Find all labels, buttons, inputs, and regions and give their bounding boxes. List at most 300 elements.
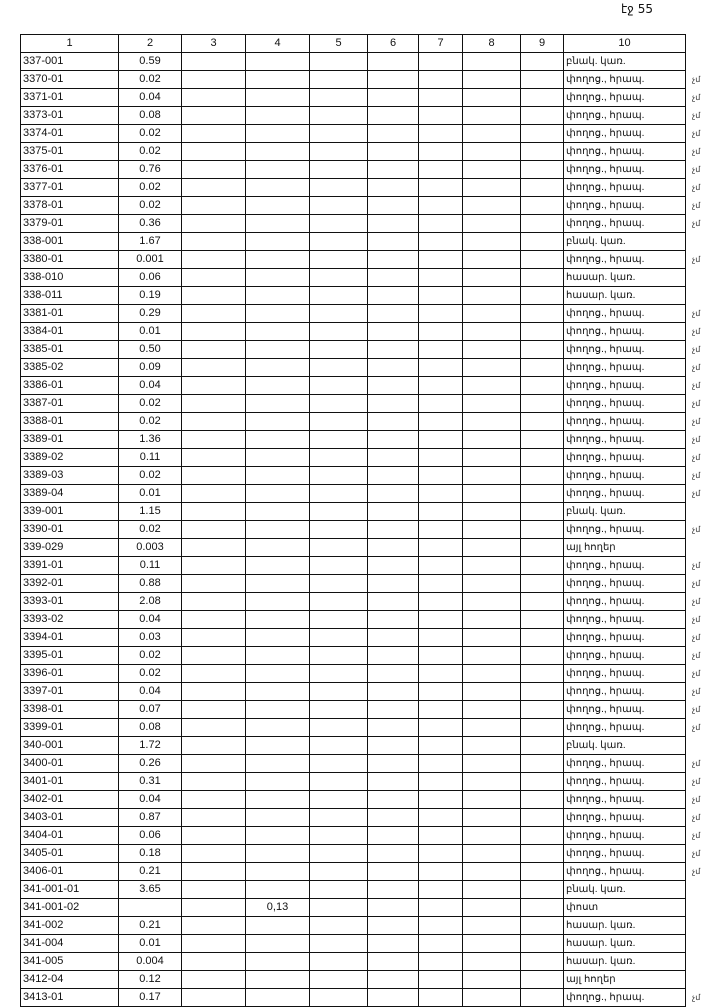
empty-cell xyxy=(368,845,419,863)
empty-cell xyxy=(463,521,521,539)
empty-cell xyxy=(419,881,463,899)
land-use-cell xyxy=(564,539,686,557)
empty-cell xyxy=(368,233,419,251)
area-cell: 0.003 xyxy=(119,539,182,557)
empty-cell xyxy=(521,809,564,827)
column-4-cell xyxy=(246,233,310,251)
area-cell: 0.004 xyxy=(119,953,182,971)
empty-cell xyxy=(182,503,246,521)
empty-cell xyxy=(310,845,368,863)
empty-cell xyxy=(521,287,564,305)
empty-cell xyxy=(182,989,246,1007)
table-row xyxy=(21,881,686,899)
land-use-cell xyxy=(564,503,686,521)
parcel-code-cell: 340-001 xyxy=(21,737,119,755)
empty-cell xyxy=(310,899,368,917)
empty-cell xyxy=(310,377,368,395)
parcel-code-cell: 3381-01 xyxy=(21,305,119,323)
empty-cell xyxy=(182,971,246,989)
land-use-cell xyxy=(564,179,701,197)
land-use-cell xyxy=(564,521,701,539)
empty-cell xyxy=(521,197,564,215)
parcel-code-cell: 3385-02 xyxy=(21,359,119,377)
land-use-label: փողոց., հրապ. xyxy=(566,146,645,157)
column-4-cell xyxy=(246,809,310,827)
parcel-code-cell: 3386-01 xyxy=(21,377,119,395)
margin-mark: չմ xyxy=(692,615,701,624)
empty-cell xyxy=(182,809,246,827)
column-4-cell xyxy=(246,341,310,359)
land-use-cell xyxy=(564,449,701,467)
empty-cell xyxy=(368,647,419,665)
empty-cell xyxy=(182,827,246,845)
column-4-cell xyxy=(246,719,310,737)
empty-cell xyxy=(310,305,368,323)
table-row xyxy=(21,863,686,881)
margin-mark: չմ xyxy=(692,723,701,732)
empty-cell xyxy=(368,341,419,359)
empty-cell xyxy=(310,89,368,107)
parcel-code-cell: 3388-01 xyxy=(21,413,119,431)
area-cell: 0.001 xyxy=(119,251,182,269)
margin-mark: չմ xyxy=(692,327,701,336)
area-cell: 1.67 xyxy=(119,233,182,251)
column-4-cell xyxy=(246,593,310,611)
margin-mark: չմ xyxy=(692,255,701,264)
column-4-cell xyxy=(246,521,310,539)
margin-mark: չմ xyxy=(692,165,701,174)
area-cell: 0.02 xyxy=(119,647,182,665)
land-use-cell xyxy=(564,683,701,701)
empty-cell xyxy=(521,899,564,917)
land-use-label: փողոց., հրապ. xyxy=(566,794,645,805)
empty-cell xyxy=(463,647,521,665)
land-use-cell xyxy=(564,395,701,413)
area-cell: 0.31 xyxy=(119,773,182,791)
empty-cell xyxy=(419,323,463,341)
column-4-cell xyxy=(246,845,310,863)
table-row xyxy=(21,89,686,107)
parcel-code-cell: 3397-01 xyxy=(21,683,119,701)
margin-mark: չմ xyxy=(692,795,701,804)
empty-cell xyxy=(310,791,368,809)
empty-cell xyxy=(463,377,521,395)
parcel-code-cell: 3406-01 xyxy=(21,863,119,881)
empty-cell xyxy=(182,395,246,413)
empty-cell xyxy=(310,737,368,755)
empty-cell xyxy=(521,359,564,377)
empty-cell xyxy=(419,827,463,845)
land-use-label: փողոց., հրապ. xyxy=(566,380,645,391)
parcel-code-cell: 3387-01 xyxy=(21,395,119,413)
empty-cell xyxy=(310,611,368,629)
empty-cell xyxy=(521,647,564,665)
area-cell: 0.19 xyxy=(119,287,182,305)
empty-cell xyxy=(368,305,419,323)
margin-mark: չմ xyxy=(692,453,701,462)
table-row xyxy=(21,287,686,305)
column-4-cell xyxy=(246,125,310,143)
empty-cell xyxy=(419,953,463,971)
empty-cell xyxy=(368,377,419,395)
empty-cell xyxy=(419,359,463,377)
table-row xyxy=(21,107,686,125)
land-use-cell xyxy=(564,557,701,575)
empty-cell xyxy=(463,143,521,161)
parcel-code-cell: 3393-02 xyxy=(21,611,119,629)
column-4-cell xyxy=(246,791,310,809)
table-row xyxy=(21,467,686,485)
land-use-label: փողոց., հրապ. xyxy=(566,74,645,85)
land-use-label: հասար. կառ. xyxy=(566,956,636,967)
land-use-cell xyxy=(564,971,686,989)
empty-cell xyxy=(182,71,246,89)
area-cell: 0.01 xyxy=(119,323,182,341)
column-4-cell xyxy=(246,737,310,755)
empty-cell xyxy=(182,647,246,665)
empty-cell xyxy=(182,341,246,359)
table-row xyxy=(21,125,686,143)
column-header: 3 xyxy=(182,35,246,53)
land-use-label: փողոց., հրապ. xyxy=(566,560,645,571)
empty-cell xyxy=(463,251,521,269)
empty-cell xyxy=(521,935,564,953)
empty-cell xyxy=(419,449,463,467)
column-4-cell xyxy=(246,755,310,773)
area-cell: 0.02 xyxy=(119,143,182,161)
table-row xyxy=(21,503,686,521)
land-use-cell xyxy=(564,629,701,647)
empty-cell xyxy=(463,701,521,719)
empty-cell xyxy=(182,917,246,935)
column-4-cell xyxy=(246,575,310,593)
column-4-cell xyxy=(246,917,310,935)
land-use-cell xyxy=(564,647,701,665)
column-header: 9 xyxy=(521,35,564,53)
empty-cell xyxy=(419,305,463,323)
land-use-label: փողոց., հրապ. xyxy=(566,434,645,445)
land-use-label: բնակ. կառ. xyxy=(566,740,626,751)
empty-cell xyxy=(419,971,463,989)
empty-cell xyxy=(463,629,521,647)
land-use-cell xyxy=(564,863,701,881)
area-cell: 1.15 xyxy=(119,503,182,521)
empty-cell xyxy=(463,431,521,449)
empty-cell xyxy=(310,665,368,683)
land-use-label: փողոց., հրապ. xyxy=(566,308,645,319)
empty-cell xyxy=(368,431,419,449)
table-row xyxy=(21,179,686,197)
land-use-cell xyxy=(564,269,686,287)
empty-cell xyxy=(419,521,463,539)
column-header: 5 xyxy=(310,35,368,53)
land-use-label: փողոց., հրապ. xyxy=(566,614,645,625)
table-body xyxy=(21,53,701,1007)
empty-cell xyxy=(368,467,419,485)
land-use-cell xyxy=(564,935,686,953)
table-row xyxy=(21,485,686,503)
empty-cell xyxy=(521,593,564,611)
empty-cell xyxy=(463,557,521,575)
area-cell: 0.07 xyxy=(119,701,182,719)
margin-mark: չմ xyxy=(692,525,701,534)
column-header: 1 xyxy=(21,35,119,53)
empty-cell xyxy=(182,179,246,197)
margin-mark: չմ xyxy=(692,705,701,714)
column-4-cell xyxy=(246,287,310,305)
area-cell: 0.03 xyxy=(119,629,182,647)
empty-cell xyxy=(310,881,368,899)
empty-cell xyxy=(419,683,463,701)
table-row xyxy=(21,953,686,971)
empty-cell xyxy=(368,395,419,413)
table-row xyxy=(21,791,686,809)
column-4-cell xyxy=(246,143,310,161)
parcel-code-cell: 3400-01 xyxy=(21,755,119,773)
land-use-cell xyxy=(564,827,701,845)
column-4-cell xyxy=(246,89,310,107)
area-cell: 0.02 xyxy=(119,467,182,485)
parcel-code-cell: 3373-01 xyxy=(21,107,119,125)
table-row xyxy=(21,593,686,611)
empty-cell xyxy=(521,665,564,683)
area-cell: 0.04 xyxy=(119,611,182,629)
parcel-code-cell: 3379-01 xyxy=(21,215,119,233)
empty-cell xyxy=(182,287,246,305)
empty-cell xyxy=(463,719,521,737)
parcel-code-cell: 339-029 xyxy=(21,539,119,557)
land-use-cell xyxy=(564,989,701,1007)
empty-cell xyxy=(310,755,368,773)
empty-cell xyxy=(368,215,419,233)
empty-cell xyxy=(310,215,368,233)
empty-cell xyxy=(521,539,564,557)
land-use-label: փողոց., հրապ. xyxy=(566,344,645,355)
empty-cell xyxy=(310,233,368,251)
table-row xyxy=(21,161,686,179)
empty-cell xyxy=(368,575,419,593)
land-use-label: փողոց., հրապ. xyxy=(566,668,645,679)
column-4-cell xyxy=(246,215,310,233)
empty-cell xyxy=(521,503,564,521)
land-use-label: փողոց., հրապ. xyxy=(566,218,645,229)
empty-cell xyxy=(310,971,368,989)
empty-cell xyxy=(182,683,246,701)
table-row xyxy=(21,557,686,575)
empty-cell xyxy=(368,917,419,935)
empty-cell xyxy=(310,251,368,269)
empty-cell xyxy=(419,287,463,305)
area-cell: 1.36 xyxy=(119,431,182,449)
empty-cell xyxy=(521,575,564,593)
land-use-cell xyxy=(564,953,686,971)
margin-mark: չմ xyxy=(692,579,701,588)
land-use-label: փողոց., հրապ. xyxy=(566,524,645,535)
land-use-label: փողոց., հրապ. xyxy=(566,110,645,121)
land-use-label: փողոց., հրապ. xyxy=(566,200,645,211)
empty-cell xyxy=(463,71,521,89)
empty-cell xyxy=(521,323,564,341)
empty-cell xyxy=(368,539,419,557)
parcel-code-cell: 3394-01 xyxy=(21,629,119,647)
empty-cell xyxy=(368,827,419,845)
empty-cell xyxy=(310,701,368,719)
margin-mark: չմ xyxy=(692,777,701,786)
land-use-cell xyxy=(564,593,701,611)
empty-cell xyxy=(463,89,521,107)
empty-cell xyxy=(368,179,419,197)
empty-cell xyxy=(368,791,419,809)
empty-cell xyxy=(182,737,246,755)
table-row xyxy=(21,413,686,431)
empty-cell xyxy=(310,269,368,287)
margin-mark: չմ xyxy=(692,417,701,426)
margin-mark: չմ xyxy=(692,435,701,444)
column-4-cell xyxy=(246,431,310,449)
empty-cell xyxy=(521,251,564,269)
margin-mark: չմ xyxy=(692,147,701,156)
margin-mark: չմ xyxy=(692,129,701,138)
table-row xyxy=(21,323,686,341)
empty-cell xyxy=(521,179,564,197)
empty-cell xyxy=(310,503,368,521)
table-row xyxy=(21,269,686,287)
empty-cell xyxy=(182,197,246,215)
margin-mark: չմ xyxy=(692,201,701,210)
column-4-cell xyxy=(246,611,310,629)
empty-cell xyxy=(463,989,521,1007)
empty-cell xyxy=(521,629,564,647)
empty-cell xyxy=(419,647,463,665)
empty-cell xyxy=(310,287,368,305)
empty-cell xyxy=(463,683,521,701)
land-use-cell xyxy=(564,89,701,107)
empty-cell xyxy=(521,863,564,881)
land-use-cell xyxy=(564,71,701,89)
empty-cell xyxy=(419,377,463,395)
empty-cell xyxy=(310,179,368,197)
parcel-code-cell: 341-004 xyxy=(21,935,119,953)
empty-cell xyxy=(310,575,368,593)
empty-cell xyxy=(521,917,564,935)
empty-cell xyxy=(419,269,463,287)
column-4-cell xyxy=(246,827,310,845)
empty-cell xyxy=(521,557,564,575)
column-4-cell xyxy=(246,305,310,323)
parcel-code-cell: 3403-01 xyxy=(21,809,119,827)
empty-cell xyxy=(310,521,368,539)
empty-cell xyxy=(310,827,368,845)
empty-cell xyxy=(419,467,463,485)
land-use-cell xyxy=(564,323,701,341)
parcel-code-cell: 3380-01 xyxy=(21,251,119,269)
table-row xyxy=(21,827,686,845)
column-4-cell xyxy=(246,251,310,269)
empty-cell xyxy=(182,449,246,467)
empty-cell xyxy=(521,143,564,161)
table-row xyxy=(21,53,686,71)
column-header: 4 xyxy=(246,35,310,53)
parcel-code-cell: 3375-01 xyxy=(21,143,119,161)
area-cell: 0.11 xyxy=(119,557,182,575)
empty-cell xyxy=(521,719,564,737)
empty-cell xyxy=(521,881,564,899)
parcel-code-cell: 3377-01 xyxy=(21,179,119,197)
land-use-label: փողոց., հրապ. xyxy=(566,416,645,427)
margin-mark: չմ xyxy=(692,831,701,840)
parcel-code-cell: 3385-01 xyxy=(21,341,119,359)
empty-cell xyxy=(521,683,564,701)
parcel-code-cell: 3389-03 xyxy=(21,467,119,485)
empty-cell xyxy=(368,359,419,377)
column-4-cell xyxy=(246,323,310,341)
land-use-label: փողոց., հրապ. xyxy=(566,992,645,1003)
parcel-code-cell: 3389-01 xyxy=(21,431,119,449)
empty-cell xyxy=(182,773,246,791)
empty-cell xyxy=(419,701,463,719)
land-use-label: փողոց., հրապ. xyxy=(566,830,645,841)
table-row xyxy=(21,701,686,719)
column-4-cell xyxy=(246,503,310,521)
land-use-label: այլ հողեր xyxy=(566,542,616,553)
margin-mark: չմ xyxy=(692,219,701,228)
empty-cell xyxy=(463,503,521,521)
empty-cell xyxy=(368,593,419,611)
land-use-cell xyxy=(564,305,701,323)
empty-cell xyxy=(368,629,419,647)
parcel-code-cell: 3389-02 xyxy=(21,449,119,467)
empty-cell xyxy=(521,467,564,485)
empty-cell xyxy=(419,341,463,359)
margin-mark: չմ xyxy=(692,993,701,1002)
margin-mark: չմ xyxy=(692,759,701,768)
empty-cell xyxy=(182,53,246,71)
table-row xyxy=(21,989,686,1007)
empty-cell xyxy=(463,485,521,503)
table-row xyxy=(21,395,686,413)
area-cell: 0.87 xyxy=(119,809,182,827)
empty-cell xyxy=(310,431,368,449)
margin-mark: չմ xyxy=(692,399,701,408)
parcel-code-cell: 341-001-02 xyxy=(21,899,119,917)
table-row xyxy=(21,539,686,557)
table-row xyxy=(21,899,686,917)
area-cell: 0.06 xyxy=(119,827,182,845)
area-cell: 0.29 xyxy=(119,305,182,323)
empty-cell xyxy=(310,935,368,953)
empty-cell xyxy=(419,71,463,89)
empty-cell xyxy=(368,161,419,179)
empty-cell xyxy=(310,161,368,179)
parcel-code-cell: 3401-01 xyxy=(21,773,119,791)
parcel-code-cell: 3402-01 xyxy=(21,791,119,809)
area-cell: 0.76 xyxy=(119,161,182,179)
empty-cell xyxy=(368,107,419,125)
land-use-label: փողոց., հրապ. xyxy=(566,650,645,661)
parcel-code-cell: 3390-01 xyxy=(21,521,119,539)
empty-cell xyxy=(463,233,521,251)
empty-cell xyxy=(521,737,564,755)
empty-cell xyxy=(182,215,246,233)
parcel-code-cell: 3405-01 xyxy=(21,845,119,863)
parcel-code-cell: 339-001 xyxy=(21,503,119,521)
empty-cell xyxy=(182,305,246,323)
area-cell: 0.21 xyxy=(119,863,182,881)
empty-cell xyxy=(521,71,564,89)
land-use-label: փողոց., հրապ. xyxy=(566,848,645,859)
column-4-cell xyxy=(246,359,310,377)
empty-cell xyxy=(310,71,368,89)
